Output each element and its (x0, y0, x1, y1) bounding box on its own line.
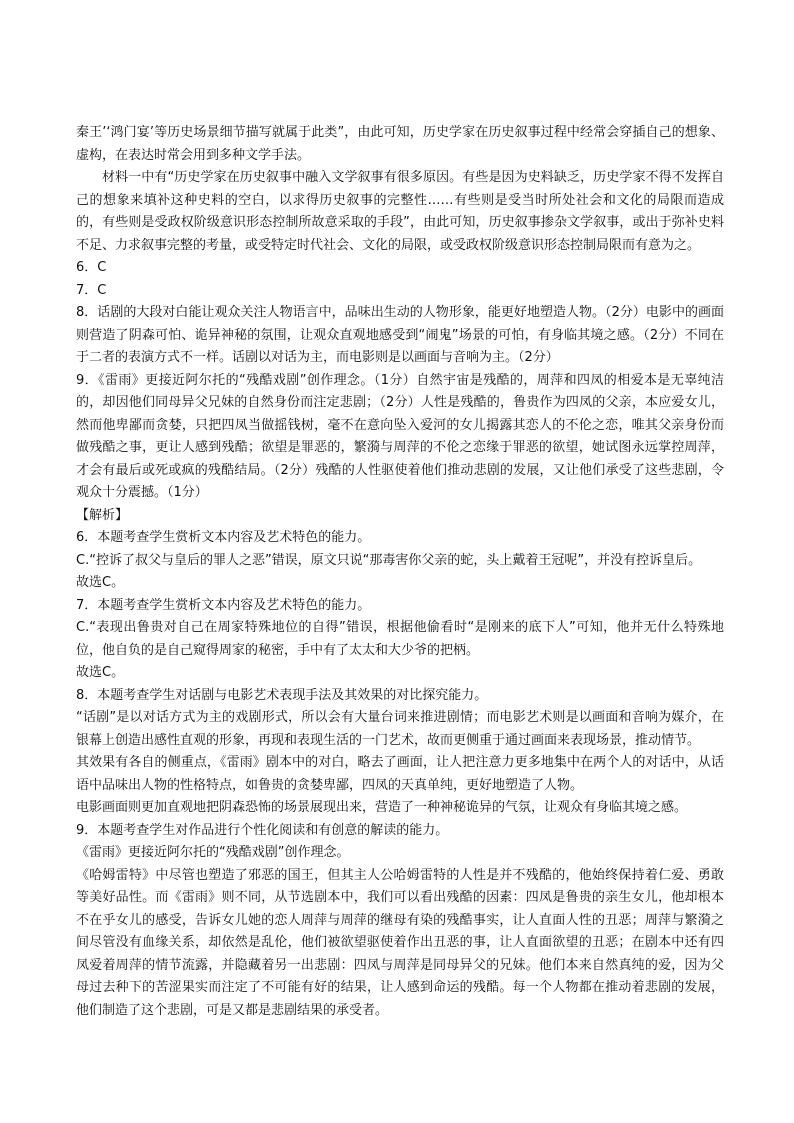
analysis-9-intro: 9．本题考查学生对作品进行个性化阅读和有创意的解读的能力。 (76, 822, 449, 838)
answer-6: 6．C (76, 260, 107, 275)
analysis-8-detail: 电影画面则更加直观地把阴森恐怖的场景展现出来，营造了一种神秘诡异的气氛，让观众有身临其境之感。 (76, 800, 688, 815)
analysis-7-detail: C.“表现出鲁贵对自己在周家特殊地位的自得”错误，根据他偷看时“是刚来的底下人”可知，他并无什么特殊地位，他自负的是自己窥得周家的秘密，手中有了太太和大少爷的把柄。 (76, 620, 724, 658)
answer-8: 8．话剧的大段对白能让观众关注人物语言中，品味出生动的人物形象，能更好地塑造人物。（2分）电影中的画面则营造了阴森可怕、诡异神秘的氛围，让观众直观地感受到“闹鬼”场景的可怕，有身临其境之感。（2分）不同在于二者的表演方式不一样。话剧以对话为主，而电影则是以画面与音响为主。（2分） (76, 305, 724, 365)
document-page (76, 122, 724, 1022)
analysis-8-intro: 8．本题考查学生对话剧与电影艺术表现手法及其效果的对比探究能力。 (76, 687, 488, 703)
analysis-6-answer: 故选C。 (76, 575, 125, 590)
paragraph: 材料一中有“历史学家在历史叙事中融入文学叙事有很多原因。有些是因为史料缺乏，历史学家不得不发挥自己的想象来填补这种史料的空白，以求得历史叙事的完整性……有些则是受当时所处社会和文化的局限而造成的，有些则是受政权阶级意识形态控制所故意采取的手段”，由此可知，历史叙事掺杂文学叙事，或出于弥补史料不足、力求叙事完整的考量，或受特定时代社会、文化的局限，或受政权阶级意识形态控制局限而有意为之。 (76, 170, 724, 253)
analysis-6-intro: 6．本题考查学生赏析文本内容及艺术特色的能力。 (76, 530, 371, 545)
analysis-6-detail: C.“控诉了叔父与皇后的罪人之恶”错误，原文只说“那毒害你父亲的蛇，头上戴着王冠呢”，并没有控诉皇后。 (76, 552, 702, 568)
analysis-8-detail: “话剧”是以对话方式为主的戏剧形式，所以会有大量台词来推进剧情；而电影艺术则是以画面和音响为媒介，在银幕上创造出感性直观的形象，再现和表现生活的一门艺术，故而更侧重于通过画面来表现场景，推动情节。 (76, 710, 724, 748)
answer-9: 9．《雷雨》更接近阿尔托的“残酷戏剧”创作理念。（1分）自然宇宙是残酷的，周萍和四凤的相爱本是无辜纯洁的，却因他们同母异父兄妹的自然身份而注定悲剧；（2分）人性是残酷的，鲁贵作为四凤的父亲，本应爱女儿，然而他卑鄙而贪婪，只把四凤当做摇钱树，毫不在意向坠入爱河的女儿揭露其恋人的不伦之恋，唯其父亲身份而做残酷之事，更让人感到残酷；欲望是罪恶的，繁漪与周萍的不伦之恋缘于罪恶的欲望，她试图永远掌控周萍，才会有最后或死或疯的残酷结局。（2分）残酷的人性驱使着他们推动悲剧的发展，又让他们承受了这些悲剧，令观众十分震撼。（1分） (76, 372, 724, 500)
analysis-9-claim: 《雷雨》更接近阿尔托的“残酷戏剧”创作理念。 (76, 845, 350, 860)
paragraph: 秦王’‘鸿门宴’等历史场景细节描写就属于此类”，由此可知，历史学家在历史叙事过程中经常会穿插自己的想象、虚构，在表达时常会用到多种文学手法。 (76, 125, 724, 163)
analysis-7-intro: 7．本题考查学生赏析文本内容及艺术特色的能力。 (76, 597, 371, 613)
analysis-7-answer: 故选C。 (76, 665, 125, 680)
analysis-9-detail: 《哈姆雷特》中尽管也塑造了邪恶的国王，但其主人公哈姆雷特的人性是并不残酷的，他始终保持着仁爱、勇敢等美好品性。而《雷雨》则不同，从节选剧本中，我们可以看出残酷的因素：四凤是鲁贵的亲生女儿，他却根本不在乎女儿的感受，告诉女儿她的恋人周萍与周萍的继母有染的残酷事实，让人直面人性的丑恶；周萍与繁漪之间尽管没有血缘关系，却依然是乱伦，他们被欲望驱使着作出丑恶的事，让人直面欲望的丑恶；在剧本中还有四凤爱着周萍的情节流露，并隐藏着另一出悲剧：四凤与周萍是同母异父的兄妹。他们本来自然真纯的爱，因为父母过去种下的苦涩果实而注定了不可能有好的结果，让人感到命运的残酷。每一个人物都在推动着悲剧的发展，他们制造了这个悲剧，可是又都是悲剧结果的承受者。 (76, 867, 724, 1018)
analysis-heading: 【解析】 (76, 507, 129, 523)
analysis-8-detail: 其效果有各自的侧重点，《雷雨》剧本中的对白，略去了画面，让人把注意力更多地集中在两个人的对话中，从话语中品味出人物的性格特点，如鲁贵的贪婪卑鄙，四凤的天真单纯，更好地塑造了人物。 (76, 755, 724, 793)
answer-7: 7．C (76, 282, 107, 298)
